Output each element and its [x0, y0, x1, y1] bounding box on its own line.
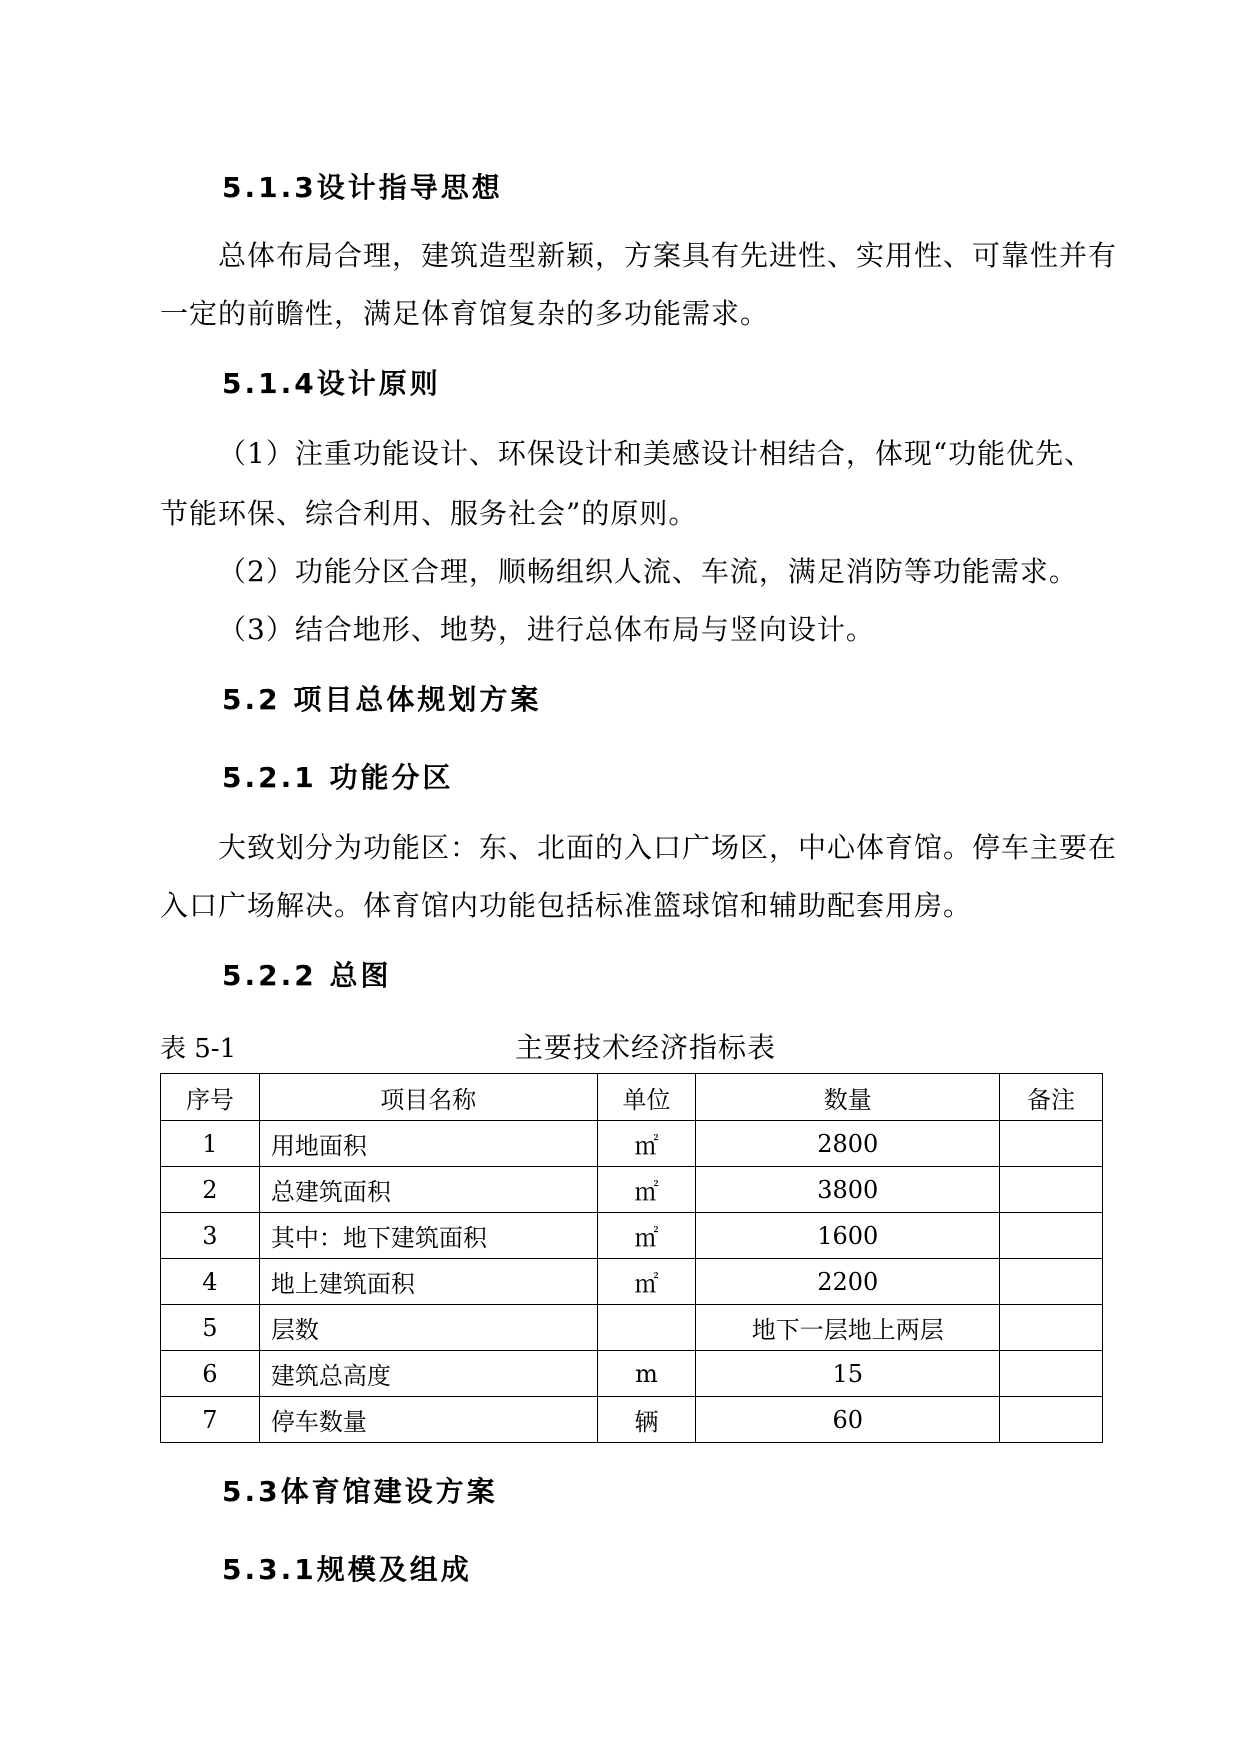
heading-5-2: 5.2 项目总体规划方案 [222, 683, 542, 716]
cell-unit: ㎡ [597, 1121, 696, 1167]
table-row [161, 1213, 1103, 1259]
cell-index: 2 [161, 1167, 260, 1213]
cell-item-name: 其中：地下建筑面积 [259, 1213, 597, 1259]
cell-item-name: 停车数量 [259, 1397, 597, 1443]
header-index: 序号 [161, 1074, 260, 1121]
cell-item-name: 层数 [259, 1305, 597, 1351]
cell-quantity: 15 [696, 1351, 1000, 1397]
cell-quantity: 1600 [696, 1213, 1000, 1259]
cell-quantity: 地下一层地上两层 [696, 1305, 1000, 1351]
heading-5-3-1: 5.3.1规模及组成 [222, 1553, 472, 1586]
cell-quantity: 60 [696, 1397, 1000, 1443]
cell-index: 5 [161, 1305, 260, 1351]
heading-5-3: 5.3体育馆建设方案 [222, 1475, 498, 1508]
paragraph-guiding-line1: 总体布局合理，建筑造型新颖，方案具有先进性、实用性、可靠性并有 [218, 239, 1118, 272]
cell-unit: 辆 [597, 1397, 696, 1443]
table-row [161, 1305, 1103, 1351]
cell-index: 7 [161, 1397, 260, 1443]
header-quantity: 数量 [696, 1074, 1000, 1121]
paragraph-principle1-line2: 节能环保、综合利用、服务社会”的原则。 [160, 497, 698, 530]
header-item-name: 项目名称 [259, 1074, 597, 1121]
cell-index: 6 [161, 1351, 260, 1397]
cell-unit: ㎡ [597, 1213, 696, 1259]
cell-item-name: 用地面积 [259, 1121, 597, 1167]
table-label: 表 5-1 [160, 1034, 237, 1064]
indicator-table [160, 1073, 1103, 1443]
paragraph-guiding-line2: 一定的前瞻性，满足体育馆复杂的多功能需求。 [160, 297, 770, 330]
cell-item-name: 地上建筑面积 [259, 1259, 597, 1305]
table-row [161, 1121, 1103, 1167]
paragraph-principle2: （2）功能分区合理，顺畅组织人流、车流，满足消防等功能需求。 [218, 555, 1078, 588]
cell-unit [597, 1305, 696, 1351]
cell-index: 1 [161, 1121, 260, 1167]
table-title: 主要技术经济指标表 [515, 1031, 777, 1064]
heading-5-1-3: 5.1.3设计指导思想 [222, 171, 503, 204]
cell-remark [1000, 1351, 1103, 1397]
cell-index: 3 [161, 1213, 260, 1259]
cell-remark [1000, 1259, 1103, 1305]
cell-remark [1000, 1167, 1103, 1213]
cell-remark [1000, 1397, 1103, 1443]
paragraph-principle1-line1: （1）注重功能设计、环保设计和美感设计相结合，体现“功能优先、 [218, 437, 1094, 470]
cell-item-name: 建筑总高度 [259, 1351, 597, 1397]
table-header-row [161, 1074, 1103, 1121]
cell-unit: ㎡ [597, 1259, 696, 1305]
heading-5-2-2: 5.2.2 总图 [222, 959, 392, 992]
cell-index: 4 [161, 1259, 260, 1305]
cell-remark [1000, 1121, 1103, 1167]
heading-5-1-4: 5.1.4设计原则 [222, 367, 441, 400]
cell-remark [1000, 1305, 1103, 1351]
table-row [161, 1397, 1103, 1443]
paragraph-zoning-line2: 入口广场解决。体育馆内功能包括标准篮球馆和辅助配套用房。 [160, 889, 973, 922]
cell-unit: ㎡ [597, 1167, 696, 1213]
table-row [161, 1259, 1103, 1305]
header-unit: 单位 [597, 1074, 696, 1121]
table-row [161, 1351, 1103, 1397]
paragraph-principle3: （3）结合地形、地势，进行总体布局与竖向设计。 [218, 613, 875, 646]
paragraph-zoning-line1: 大致划分为功能区：东、北面的入口广场区，中心体育馆。停车主要在 [218, 831, 1118, 864]
heading-5-2-1: 5.2.1 功能分区 [222, 761, 454, 794]
cell-quantity: 3800 [696, 1167, 1000, 1213]
header-remark: 备注 [1000, 1074, 1103, 1121]
cell-remark [1000, 1213, 1103, 1259]
cell-item-name: 总建筑面积 [259, 1167, 597, 1213]
cell-unit: m [597, 1351, 696, 1397]
cell-quantity: 2800 [696, 1121, 1000, 1167]
cell-quantity: 2200 [696, 1259, 1000, 1305]
table-row [161, 1167, 1103, 1213]
